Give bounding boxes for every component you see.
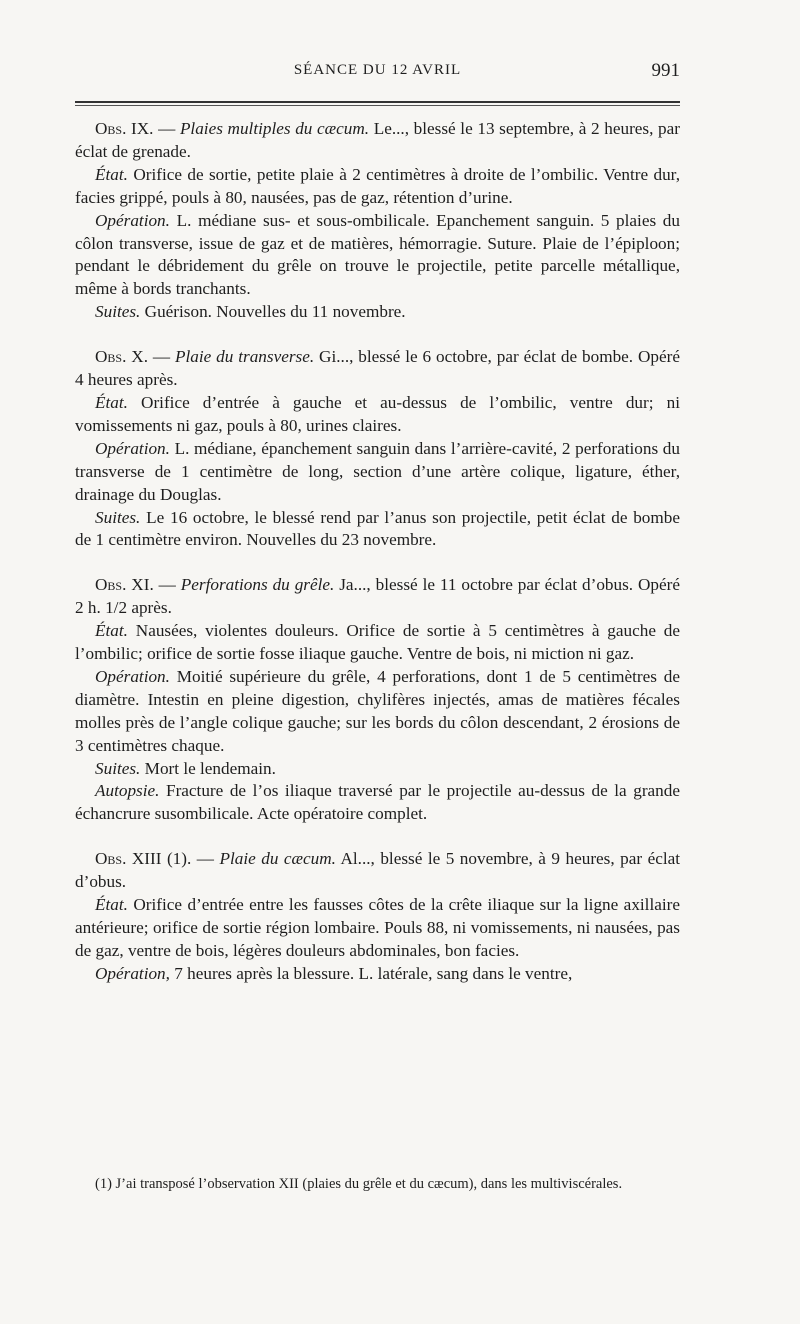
obs-11-suites-label: Suites. [95, 758, 141, 778]
observation-9 [75, 118, 680, 324]
obs-13-operation [75, 963, 680, 986]
obs-9-suites-label: Suites. [95, 302, 141, 322]
obs-11-autopsie-text: Fracture de l’os iliaque traversé par le projectile au-dessus de la grande échancrure susombilicale. Acte opératoire complet. [75, 781, 680, 824]
obs-10-etat-label: État. [95, 392, 128, 412]
obs-13-operation-text: 7 heures après la blessure. L. latérale, sang dans le ventre, [169, 963, 573, 983]
observation-10 [75, 346, 680, 552]
obs-13-etat-label: État. [95, 895, 128, 915]
obs-11-suites [75, 758, 680, 781]
obs-10-operation-text: L. médiane, épanchement sanguin dans l’arrière-cavité, 2 perforations du transverse de 1 centimètre de long, section d’une artère colique, ligature, éther, drainage du Douglas. [75, 438, 680, 504]
page-number: 991 [651, 60, 680, 81]
obs-11-dash: — [153, 575, 181, 595]
body-text [75, 118, 680, 986]
obs-9-etat-label: État. [95, 164, 128, 184]
header-rule-thin [75, 105, 680, 106]
obs-9-operation [75, 210, 680, 302]
obs-9-suites-text: Guérison. Nouvelles du 11 novembre. [140, 302, 406, 322]
obs-9-dash: — [153, 119, 180, 138]
obs-9-operation-label: Opération. [95, 210, 170, 230]
obs-11-etat-label: État. [95, 621, 128, 641]
obs-9-etat [75, 164, 680, 210]
obs-9-label: Obs. IX. [95, 119, 154, 138]
obs-10-intro-text: Gi..., blessé le 6 octobre, par éclat de bombe. Opéré 4 heures après. [75, 347, 680, 390]
obs-9-intro-text: Le..., blessé le 13 septembre, à 2 heures, par éclat de grenade. [75, 119, 680, 161]
obs-10-suites-text: Le 16 octobre, le blessé rend par l’anus son projectile, petit éclat de bombe de 1 centimètre environ. Nouvelles du 23 novembre. [75, 507, 680, 550]
obs-13-etat-text: Orifice d’entrée entre les fausses côtes de la crête iliaque sur la ligne axillaire antérieure; orifice de sortie région lombaire. Pouls 88, ni vomissements, ni nausées, pas de gaz, ventre de bois, légères douleurs abdominales, bon facies. [75, 895, 680, 960]
obs-10-label: Obs. X. [95, 347, 148, 367]
obs-13-dash: — [191, 849, 220, 869]
obs-11-intro [75, 574, 680, 620]
header-rule-thick [75, 101, 680, 103]
observation-11 [75, 574, 680, 826]
obs-10-etat [75, 392, 680, 438]
obs-10-operation [75, 438, 680, 507]
obs-10-dash: — [148, 347, 175, 367]
footnote: (1) J’ai transposé l’observation XII (plaies du grêle et du cæcum), dans les multiviscérales. [95, 1176, 623, 1192]
obs-13-operation-label: Opération, [95, 963, 170, 983]
observation-13 [75, 848, 680, 985]
obs-11-title: Perforations du grêle. [180, 575, 335, 595]
obs-11-label: Obs. XI. [95, 575, 154, 595]
obs-11-suites-text: Mort le lendemain. [140, 758, 276, 778]
obs-10-etat-text: Orifice d’entrée à gauche et au-dessus de l’ombilic, ventre dur; ni vomissements ni gaz, pouls à 80, urines claires. [75, 392, 680, 435]
obs-9-title: Plaies multiples du cæcum. [179, 119, 370, 138]
obs-10-title: Plaie du transverse. [174, 347, 315, 367]
obs-11-etat [75, 620, 680, 666]
obs-13-intro-text: Al..., blessé le 5 novembre, à 9 heures, par éclat d’obus. [75, 849, 681, 892]
obs-13-title: Plaie du cæcum. [219, 849, 336, 869]
running-title: SÉANCE DU 12 AVRIL [293, 62, 462, 78]
obs-9-etat-text: Orifice de sortie, petite plaie à 2 centimètres à droite de l’ombilic. Ventre dur, facies grippé, pouls à 80, nausées, pas de gaz, rétention d’urine. [75, 164, 680, 207]
obs-10-suites [75, 507, 680, 553]
obs-10-suites-label: Suites. [95, 507, 141, 527]
obs-13-etat [75, 894, 680, 963]
obs-10-intro [75, 346, 680, 392]
obs-11-autopsie-label: Autopsie. [95, 781, 160, 801]
obs-11-etat-text: Nausées, violentes douleurs. Orifice de sortie à 5 centimètres à gauche de l’ombilic; orifice de sortie fosse iliaque gauche. Ventre de bois, ni miction ni gaz. [75, 621, 680, 664]
obs-11-intro-text: Ja..., blessé le 11 octobre par éclat d’obus. Opéré 2 h. 1/2 après. [75, 575, 681, 618]
obs-11-operation-label: Opération. [95, 666, 170, 686]
obs-11-operation [75, 666, 680, 758]
obs-9-operation-text: L. médiane sus- et sous-ombilicale. Epanchement sanguin. 5 plaies du côlon transverse, issue de gaz et de matières, hémorragie. Suture. Plaie de l’épiploon; pendant le débridement du grêle on trouve le projectile, petite parcelle métallique, même à bords tranchants. [75, 210, 680, 299]
obs-11-autopsie [75, 780, 680, 826]
obs-13-intro [75, 848, 680, 894]
obs-9-intro [75, 118, 680, 164]
obs-9-suites [75, 301, 680, 324]
obs-10-operation-label: Opération. [95, 438, 170, 458]
obs-13-label: Obs. XIII (1). [95, 849, 192, 869]
page-header [75, 62, 680, 92]
obs-11-operation-text: Moitié supérieure du grêle, 4 perforations, dont 1 de 5 centimètres de diamètre. Intestin en pleine digestion, chylifères injectés, amas de matières fécales molles près de l’angle colique gauche; sur les bords du côlon descendant, 2 érosions de 3 centimètres chaque. [75, 666, 680, 755]
